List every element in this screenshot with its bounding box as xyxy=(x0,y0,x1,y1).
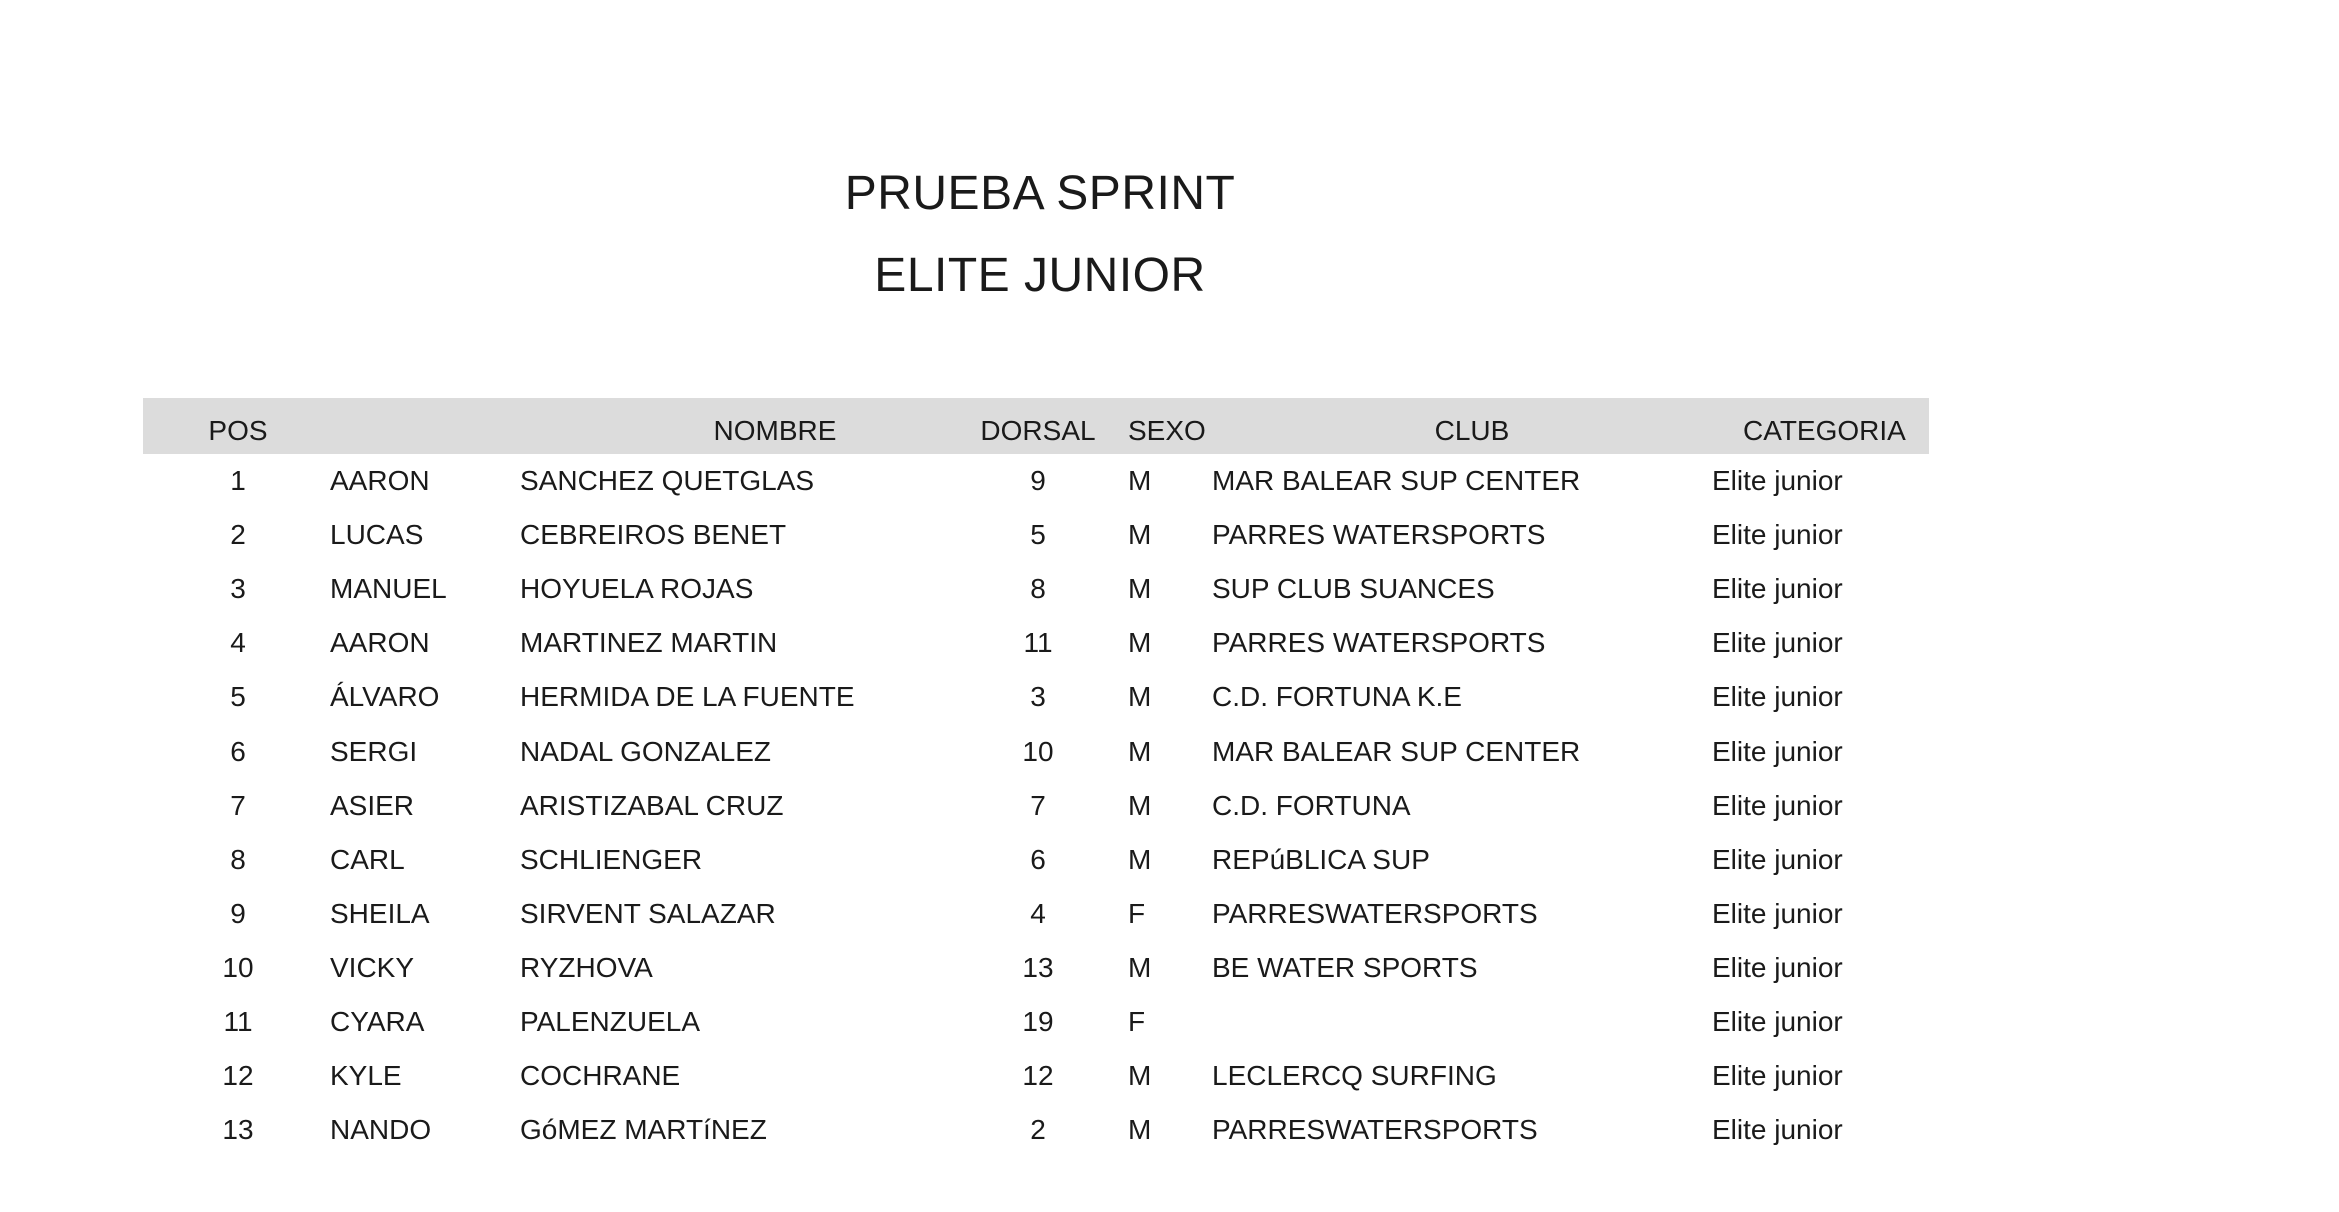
cell-club: PARRES WATERSPORTS xyxy=(1212,519,1546,551)
table-row xyxy=(143,1049,1929,1103)
cell-pos: 9 xyxy=(230,897,246,929)
table-body xyxy=(143,454,1929,1157)
cell-first-name: MANUEL xyxy=(330,573,447,605)
cell-categoria: Elite junior xyxy=(1712,789,1843,821)
cell-pos: 11 xyxy=(223,1005,253,1037)
cell-dorsal: 9 xyxy=(1030,465,1046,497)
cell-sexo: M xyxy=(1128,519,1152,551)
cell-dorsal: 13 xyxy=(1022,951,1054,983)
table-row xyxy=(143,454,1929,508)
cell-pos: 10 xyxy=(222,951,254,983)
cell-last-name: MARTINEZ MARTIN xyxy=(520,627,778,659)
cell-sexo: M xyxy=(1128,573,1152,605)
cell-sexo: M xyxy=(1128,1060,1152,1092)
column-header-pos: POS xyxy=(208,415,268,446)
cell-last-name: SANCHEZ QUETGLAS xyxy=(520,465,815,497)
cell-categoria: Elite junior xyxy=(1712,1114,1843,1146)
table-row xyxy=(143,779,1929,833)
cell-sexo: M xyxy=(1128,1114,1152,1146)
cell-categoria: Elite junior xyxy=(1712,843,1843,875)
cell-sexo: M xyxy=(1128,627,1152,659)
cell-first-name: CARL xyxy=(330,843,405,875)
cell-categoria: Elite junior xyxy=(1712,951,1843,983)
table-row xyxy=(143,941,1929,995)
cell-dorsal: 3 xyxy=(1030,681,1046,713)
cell-dorsal: 5 xyxy=(1030,519,1046,551)
cell-last-name: HERMIDA DE LA FUENTE xyxy=(520,681,855,713)
table-header xyxy=(143,398,1929,454)
table-row xyxy=(143,562,1929,616)
cell-pos: 8 xyxy=(230,843,246,875)
cell-categoria: Elite junior xyxy=(1712,627,1843,659)
cell-dorsal: 7 xyxy=(1030,789,1046,821)
cell-sexo: M xyxy=(1128,735,1152,767)
page-subtitle: ELITE JUNIOR xyxy=(874,249,1206,302)
column-header-sexo: SEXO xyxy=(1128,415,1206,446)
column-header-nombre: NOMBRE xyxy=(713,415,837,446)
cell-first-name: AARON xyxy=(330,627,430,659)
cell-categoria: Elite junior xyxy=(1712,519,1843,551)
cell-first-name: SHEILA xyxy=(330,897,430,929)
cell-last-name: SCHLIENGER xyxy=(520,843,703,875)
cell-categoria: Elite junior xyxy=(1712,1005,1843,1037)
cell-pos: 4 xyxy=(230,627,246,659)
cell-categoria: Elite junior xyxy=(1712,681,1843,713)
cell-dorsal: 12 xyxy=(1022,1060,1054,1092)
cell-last-name: HOYUELA ROJAS xyxy=(520,573,754,605)
cell-categoria: Elite junior xyxy=(1712,735,1843,767)
cell-club: SUP CLUB SUANCES xyxy=(1212,573,1495,605)
cell-last-name: NADAL GONZALEZ xyxy=(520,735,772,767)
cell-last-name: COCHRANE xyxy=(520,1060,681,1092)
cell-pos: 6 xyxy=(230,735,246,767)
cell-club: MAR BALEAR SUP CENTER xyxy=(1212,465,1581,497)
page-title: PRUEBA SPRINT xyxy=(844,167,1236,220)
cell-club: C.D. FORTUNA K.E xyxy=(1212,681,1462,713)
cell-categoria: Elite junior xyxy=(1712,1060,1843,1092)
results-table xyxy=(143,398,1929,1157)
table-row xyxy=(143,670,1929,724)
cell-pos: 13 xyxy=(222,1114,254,1146)
column-header-club: CLUB xyxy=(1434,415,1510,446)
cell-club: PARRESWATERSPORTS xyxy=(1212,897,1538,929)
cell-sexo: M xyxy=(1128,465,1152,497)
cell-sexo: M xyxy=(1128,681,1152,713)
cell-last-name: SIRVENT SALAZAR xyxy=(520,897,776,929)
cell-dorsal: 6 xyxy=(1030,843,1046,875)
cell-first-name: VICKY xyxy=(330,951,415,983)
cell-dorsal: 19 xyxy=(1022,1005,1054,1037)
cell-first-name: SERGI xyxy=(330,735,418,767)
table-row xyxy=(143,887,1929,941)
cell-club: PARRESWATERSPORTS xyxy=(1212,1114,1538,1146)
cell-dorsal: 2 xyxy=(1030,1114,1046,1146)
cell-pos: 5 xyxy=(230,681,246,713)
cell-last-name: GóMEZ MARTíNEZ xyxy=(520,1114,767,1146)
cell-sexo: F xyxy=(1128,897,1146,929)
cell-pos: 2 xyxy=(230,519,246,551)
cell-pos: 1 xyxy=(230,465,246,497)
column-header-categoria: CATEGORIA xyxy=(1743,415,1906,446)
cell-dorsal: 8 xyxy=(1030,573,1046,605)
table-row xyxy=(143,724,1929,778)
column-header-dorsal: DORSAL xyxy=(980,415,1096,446)
table-row xyxy=(143,616,1929,670)
cell-first-name: LUCAS xyxy=(330,519,424,551)
cell-last-name: RYZHOVA xyxy=(520,951,653,983)
cell-club: BE WATER SPORTS xyxy=(1212,951,1478,983)
table-row xyxy=(143,1103,1929,1157)
cell-first-name: AARON xyxy=(330,465,430,497)
cell-sexo: F xyxy=(1128,1005,1146,1037)
cell-last-name: PALENZUELA xyxy=(520,1005,700,1037)
cell-pos: 7 xyxy=(230,789,246,821)
cell-club: PARRES WATERSPORTS xyxy=(1212,627,1546,659)
cell-first-name: ASIER xyxy=(330,789,415,821)
cell-club: C.D. FORTUNA xyxy=(1212,789,1411,821)
cell-pos: 12 xyxy=(222,1060,254,1092)
cell-first-name: ÁLVARO xyxy=(330,681,440,713)
cell-categoria: Elite junior xyxy=(1712,573,1843,605)
cell-club: LECLERCQ SURFING xyxy=(1212,1060,1497,1092)
cell-dorsal: 10 xyxy=(1022,735,1054,767)
cell-categoria: Elite junior xyxy=(1712,465,1843,497)
cell-sexo: M xyxy=(1128,789,1152,821)
cell-pos: 3 xyxy=(230,573,246,605)
cell-categoria: Elite junior xyxy=(1712,897,1843,929)
cell-club: REPúBLICA SUP xyxy=(1212,843,1430,875)
cell-dorsal: 4 xyxy=(1030,897,1046,929)
table-row xyxy=(143,833,1929,887)
cell-last-name: CEBREIROS BENET xyxy=(520,519,787,551)
cell-first-name: NANDO xyxy=(330,1114,432,1146)
cell-dorsal: 11 xyxy=(1023,627,1053,659)
cell-first-name: CYARA xyxy=(330,1005,425,1037)
cell-club: MAR BALEAR SUP CENTER xyxy=(1212,735,1581,767)
cell-club xyxy=(1212,995,1632,1049)
table-row xyxy=(143,508,1929,562)
cell-last-name: ARISTIZABAL CRUZ xyxy=(520,789,784,821)
table-row xyxy=(143,995,1929,1049)
cell-sexo: M xyxy=(1128,843,1152,875)
cell-first-name: KYLE xyxy=(330,1060,402,1092)
cell-sexo: M xyxy=(1128,951,1152,983)
